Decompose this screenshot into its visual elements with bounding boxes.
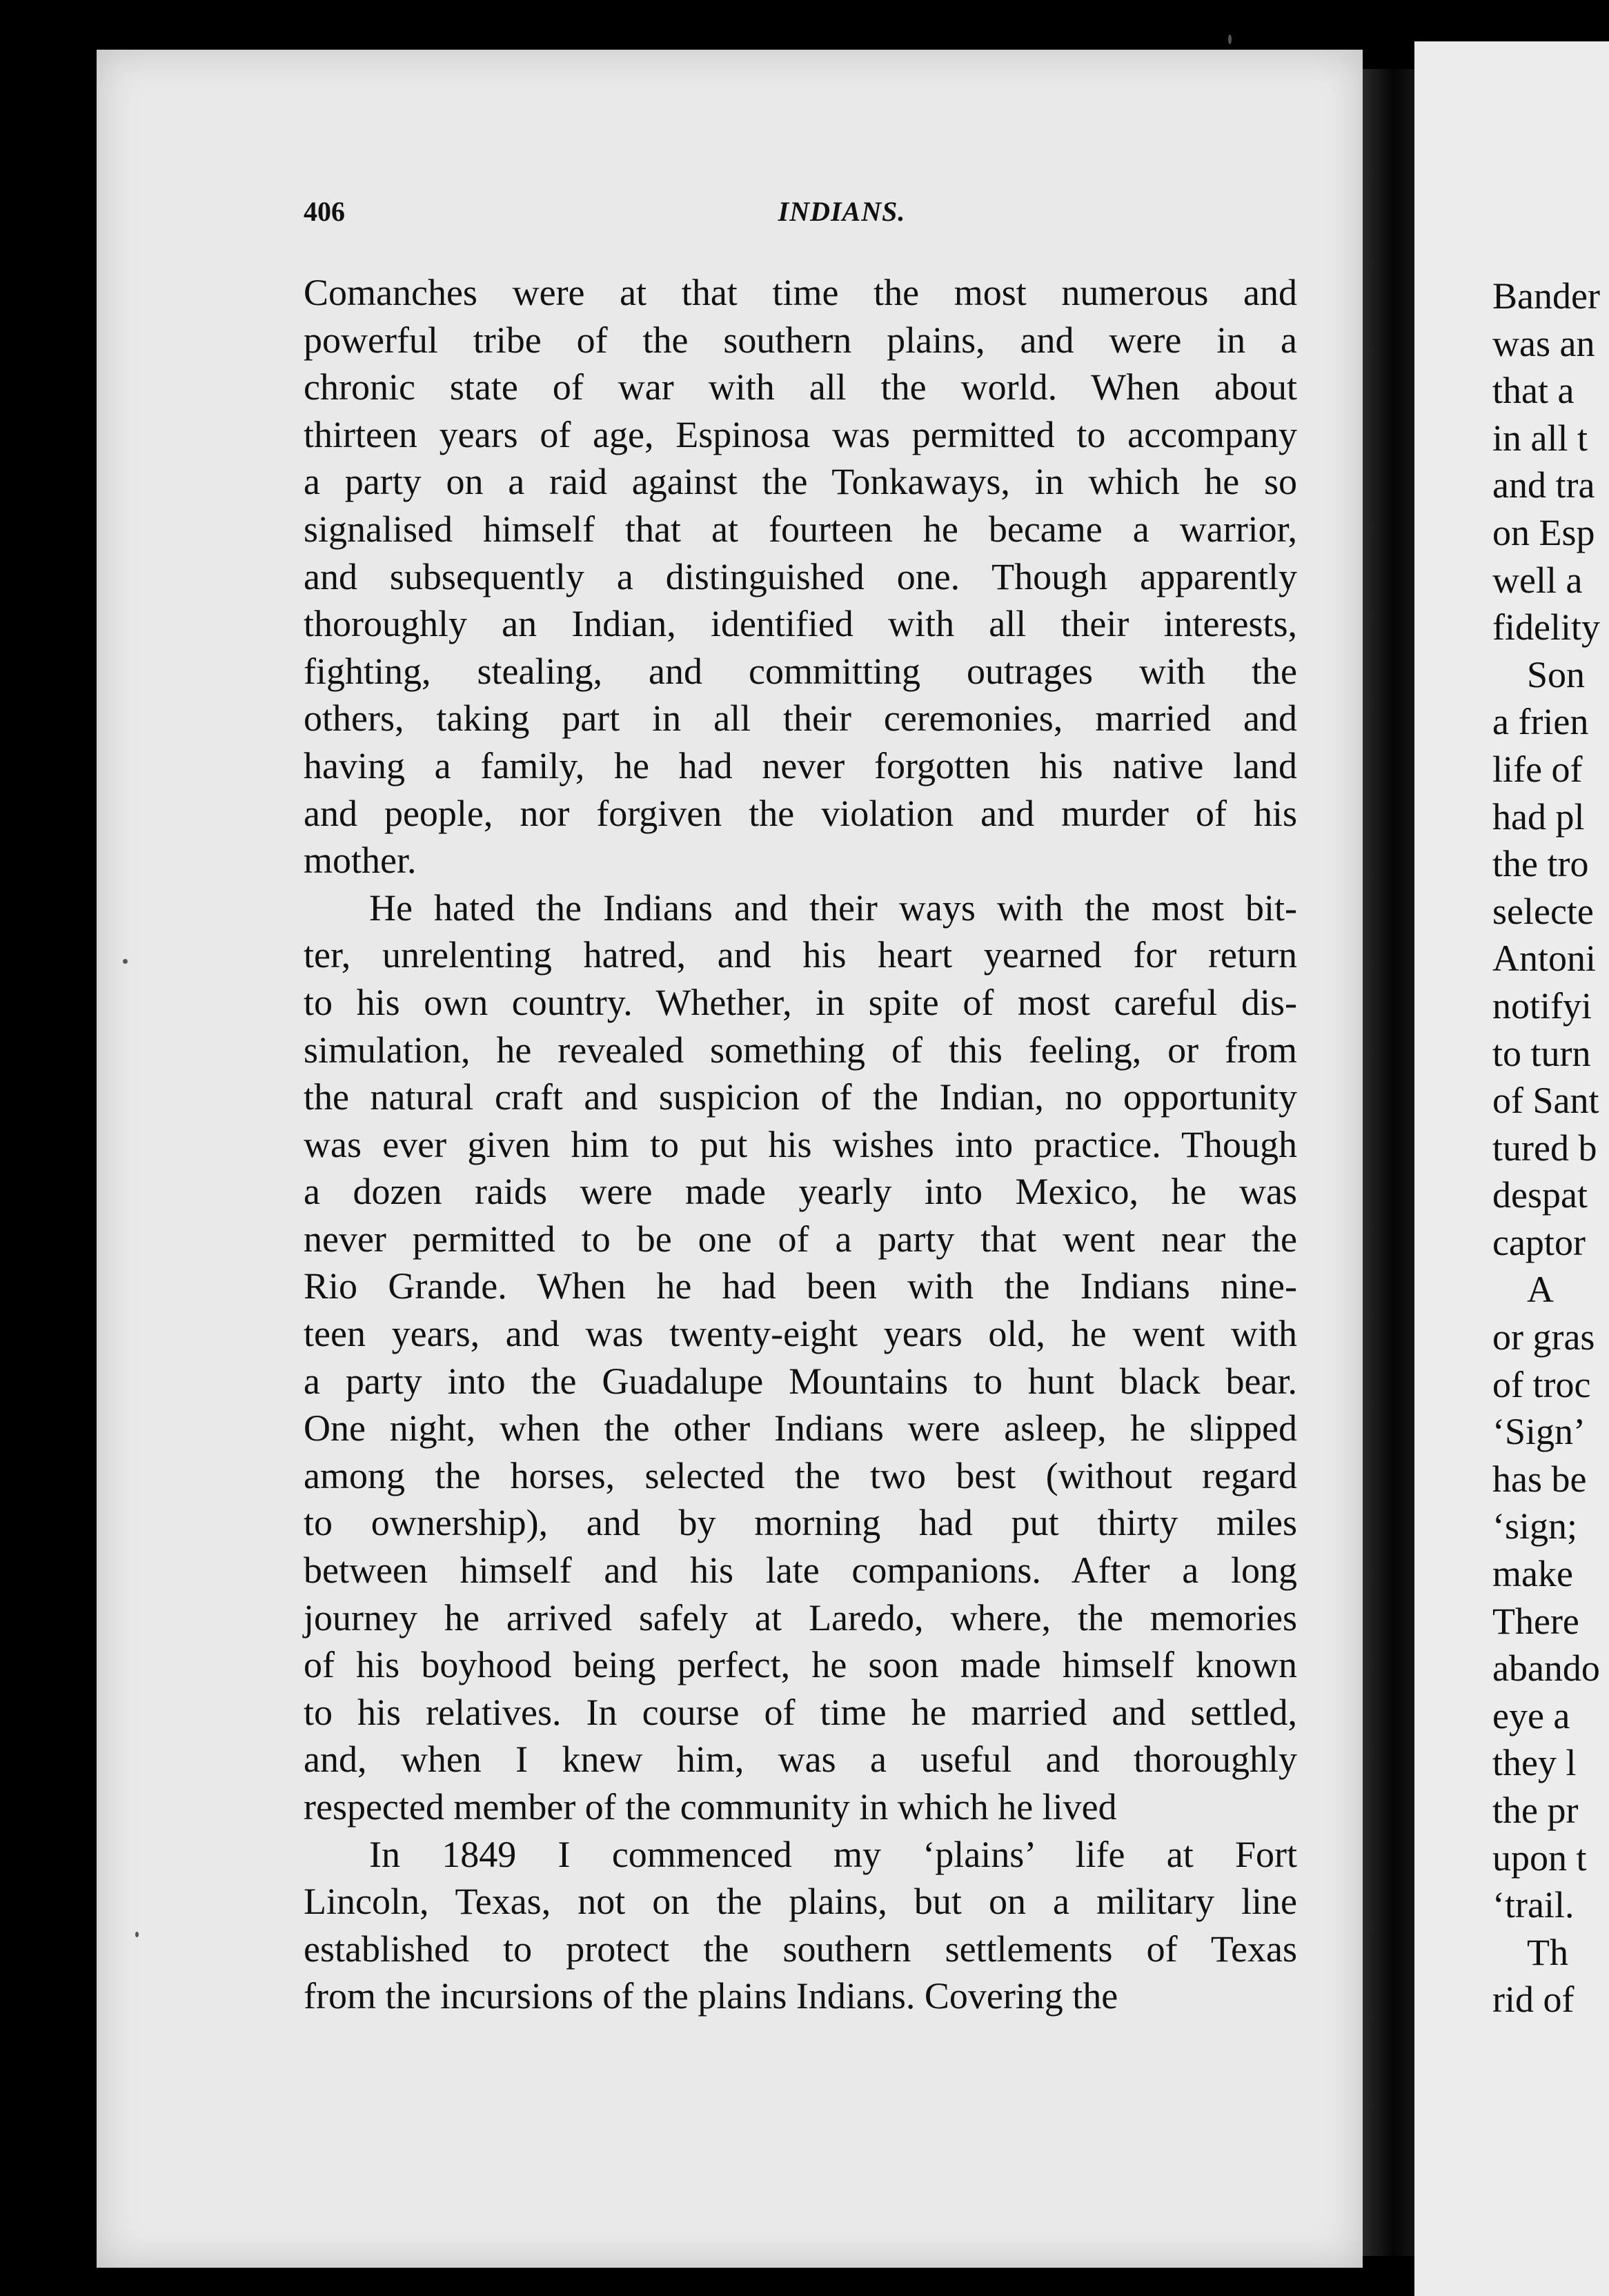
right-page-line: has be — [1492, 1458, 1587, 1500]
page-number: 406 — [304, 196, 345, 227]
text-line: among the horses, selected the two best (without regard — [304, 1454, 1297, 1496]
right-page-line: of troc — [1492, 1363, 1591, 1405]
text-line: from the incursions of the plains Indians. Covering the — [304, 1975, 1118, 2017]
right-page-line: tured b — [1492, 1127, 1597, 1169]
right-page-line: fidelity — [1492, 606, 1600, 649]
right-page-line: to turn — [1492, 1032, 1591, 1074]
right-page-line: There — [1492, 1600, 1579, 1642]
text-line: One night, when the other Indians were asleep, he slipped — [304, 1407, 1297, 1449]
scan-speck — [123, 959, 128, 964]
text-line: established to protect the southern settlements of Texas — [304, 1928, 1297, 1970]
right-page-line: of Sant — [1492, 1080, 1599, 1122]
text-line: mother. — [304, 840, 417, 882]
text-line: Lincoln, Texas, not on the plains, but on a military line — [304, 1881, 1297, 1923]
text-line: the natural craft and suspicion of the Indian, no opportunity — [304, 1076, 1297, 1118]
text-line: powerful tribe of the southern plains, and were in a — [304, 319, 1297, 361]
text-line: Comanches were at that time the most numerous and — [304, 272, 1297, 313]
text-line: fighting, stealing, and committing outrages with the — [304, 650, 1297, 692]
text-line: and, when I knew him, was a useful and thoroughly — [304, 1739, 1297, 1781]
right-page-line: notifyi — [1492, 984, 1592, 1027]
right-page-line: Th — [1527, 1931, 1568, 1973]
right-page-line: ‘trail. — [1492, 1884, 1575, 1926]
text-line: thoroughly an Indian, identified with all their interests, — [304, 603, 1297, 645]
right-page-line: upon t — [1492, 1837, 1587, 1879]
right-page-line: the tro — [1492, 843, 1589, 885]
text-line: between himself and his late companions. After a long — [304, 1550, 1297, 1592]
text-line: ter, unrelenting hatred, and his heart yearned for return — [304, 934, 1297, 976]
page-header — [304, 195, 1297, 237]
body-text — [304, 269, 1297, 2020]
text-line: thirteen years of age, Espinosa was permitted to accompany — [304, 413, 1297, 455]
scan-speck — [1228, 34, 1232, 44]
right-page-line: life of — [1492, 748, 1583, 790]
text-line: simulation, he revealed something of this feeling, or from — [304, 1029, 1297, 1071]
text-line: chronic state of war with all the world. When about — [304, 366, 1297, 408]
right-page-line: ‘Sign’ — [1492, 1411, 1586, 1453]
text-line: to his relatives. In course of time he married and settled, — [304, 1691, 1297, 1733]
right-page-line: in all t — [1492, 417, 1588, 459]
text-line: and people, nor forgiven the violation and murder of his — [304, 792, 1297, 834]
text-line: a dozen raids were made yearly into Mexico, he was — [304, 1171, 1297, 1213]
text-line: journey he arrived safely at Laredo, where, the memories — [304, 1596, 1297, 1639]
text-line: having a family, he had never forgotten his native land — [304, 744, 1297, 786]
right-page-line: and tra — [1492, 464, 1595, 506]
right-page-line: the pr — [1492, 1790, 1579, 1831]
right-page-line: Antoni — [1492, 938, 1597, 980]
right-page-line: Son — [1527, 653, 1586, 695]
right-page-line: despat — [1492, 1174, 1588, 1216]
text-line: a party on a raid against the Tonkaways, in which he so — [304, 461, 1297, 503]
right-page-text — [1492, 273, 1609, 2023]
right-page-line: make — [1492, 1553, 1573, 1595]
text-line: others, taking part in all their ceremonies, married and — [304, 697, 1297, 740]
scan-speck — [135, 1932, 139, 1937]
right-page-line: ‘sign; — [1492, 1505, 1578, 1547]
text-line: to ownership), and by morning had put thirty miles — [304, 1502, 1297, 1544]
right-page-line: Bander — [1492, 275, 1600, 317]
right-page-line: on Esp — [1492, 511, 1595, 553]
right-page-line: abando — [1492, 1647, 1600, 1690]
text-line: never permitted to be one of a party that went near the — [304, 1218, 1297, 1260]
right-page-line: well a — [1492, 559, 1583, 601]
right-page-line: they l — [1492, 1742, 1577, 1784]
text-line: to his own country. Whether, in spite of most careful dis- — [304, 981, 1297, 1023]
right-page-line: a frien — [1492, 701, 1589, 743]
right-page-line: that a — [1492, 370, 1575, 412]
text-line: and subsequently a distinguished one. Though apparently — [304, 555, 1297, 597]
right-page-line: selecte — [1492, 890, 1594, 932]
text-line: He hated the Indians and their ways with the most bit- — [369, 887, 1297, 929]
right-page-line: or gras — [1492, 1316, 1595, 1358]
text-line: of his boyhood being perfect, he soon made himself known — [304, 1644, 1297, 1686]
running-head: INDIANS. — [778, 196, 906, 227]
text-line: a party into the Guadalupe Mountains to hunt black bear. — [304, 1360, 1297, 1402]
right-page-line: was an — [1492, 322, 1595, 364]
text-line: respected member of the community in which he lived — [304, 1786, 1117, 1828]
text-line: signalised himself that at fourteen he became a warrior, — [304, 508, 1297, 550]
book-gutter — [1363, 69, 1414, 2256]
right-page-line: had pl — [1492, 795, 1585, 838]
right-page-line: A — [1527, 1269, 1554, 1311]
text-line: In 1849 I commenced my ‘plains’ life at Fort — [369, 1833, 1297, 1875]
text-line: was ever given him to put his wishes into practice. Though — [304, 1123, 1297, 1165]
right-page-line: rid of — [1492, 1979, 1575, 2021]
right-page-line: eye a — [1492, 1694, 1570, 1736]
text-line: teen years, and was twenty-eight years old, he went with — [304, 1313, 1297, 1355]
text-line: Rio Grande. When he had been with the Indians nine- — [304, 1265, 1297, 1307]
right-page-line: captor — [1492, 1221, 1586, 1263]
